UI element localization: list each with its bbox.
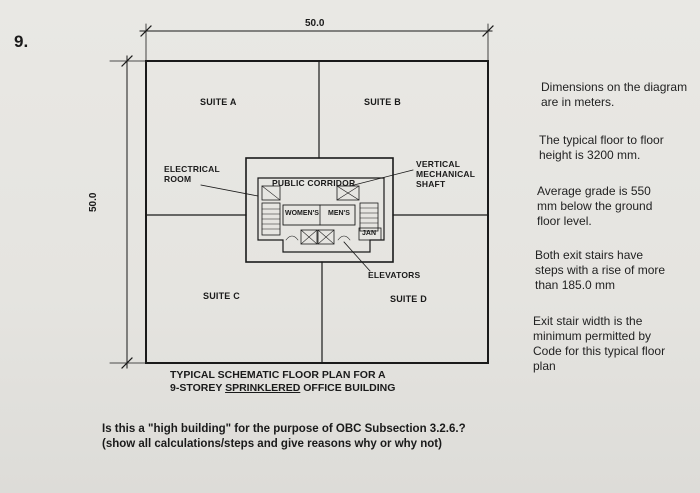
electrical-room-label <box>164 164 220 184</box>
electrical-room-line2: ROOM <box>164 174 192 184</box>
question-text <box>102 422 542 452</box>
caption-line2 <box>170 382 470 395</box>
jan-label: JAN <box>362 230 377 237</box>
note-grade: Average grade is 550 mm below the ground floor level. <box>537 184 653 228</box>
note-stair-rise: Both exit stairs have steps with a rise of more than 185.0 mm <box>535 248 666 292</box>
note-stair-width: Exit stair width is the minimum permitted by Code for this typical floor plan <box>533 314 666 373</box>
leader-elevators <box>344 242 370 271</box>
question-line2: (show all calculations/steps and give reasons why or why not) <box>102 438 442 450</box>
vertical-shaft-label <box>416 159 475 189</box>
caption-line2-suffix: OFFICE BUILDING <box>300 382 396 394</box>
suite-c-label: SUITE C <box>203 291 240 301</box>
question-line1: Is this a "high building" for the purpose of OBC Subsection 3.2.6.? <box>102 423 466 435</box>
leader-electrical <box>201 185 258 196</box>
suite-a-label: SUITE A <box>200 97 237 107</box>
central-core <box>246 158 393 262</box>
caption-sprinklered: SPRINKLERED <box>225 382 301 394</box>
suite-b-label: SUITE B <box>364 97 401 107</box>
vertical-shaft-line1: VERTICAL <box>416 159 461 169</box>
suite-d-label: SUITE D <box>390 294 427 304</box>
stair-right <box>360 203 378 231</box>
electrical-room-line1: ELECTRICAL <box>164 164 220 174</box>
caption-line2-prefix: 9-STOREY <box>170 382 226 394</box>
dimension-width-label: 50.0 <box>305 18 325 29</box>
corridor-walls <box>258 178 384 252</box>
vertical-shaft-line2: MECHANICAL <box>416 169 476 179</box>
note-floor-height: The typical floor to floor height is 3200 mm. <box>539 133 664 162</box>
plan-caption <box>170 369 470 395</box>
vertical-shaft-line3: SHAFT <box>416 179 446 189</box>
note-dimensions: Dimensions on the diagram are in meters. <box>541 80 688 109</box>
dimension-height-label: 50.0 <box>88 192 99 212</box>
womens-washroom-label: WOMEN'S <box>285 210 319 217</box>
mens-washroom-label: MEN'S <box>328 210 350 217</box>
question-number: 9. <box>14 32 29 51</box>
elevators-label: ELEVATORS <box>368 270 421 280</box>
public-corridor-label: PUBLIC CORRIDOR <box>272 178 356 188</box>
caption-line1: TYPICAL SCHEMATIC FLOOR PLAN FOR A <box>170 369 386 381</box>
